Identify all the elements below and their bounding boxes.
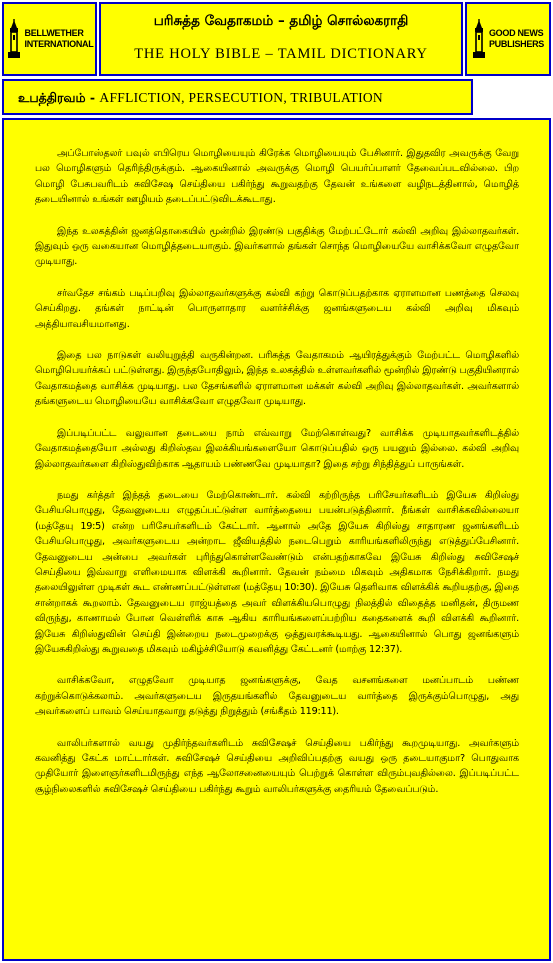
paragraph: நமது கர்த்தர் இந்தத் தடையை மேற்கொண்டார். கல்வி கற்றிருந்த பரிசேயர்களிடம் இயேசு கிறிஸ்து பேசியபொழுது, தேவனுடைய எழுதப்பட்டுள்ள வார்த்தையை பயன்படுத்தினார். நீங்கள் வாசிக்கவில்லையா (மத்தேயு 19:5) என்ற பரிசேயர்களிடம் கேட்டார். ஆனால் அதே இயேசு கிறிஸ்து சாதாரண ஜனங்களிடம் பேசியபொழுது, அவர்களுடைய அன்றாட ஜீவியத்தில் நடைபெறும் காரியங்களிலிருந்து எடுத்துப்பேசினார். தேவனுடைய அன்பை அவர்கள் புரிந்துகொள்ளவேண்டும் என்பதற்காகவே இயேசு கிறிஸ்து சுவிசேஷச் செய்தியை இவ்வாறு எளிமையாக விளக்கி கூறினார். தேவன் நம்மை மிகவும் அதிகமாக நேசிக்கிறார். நமது தலையிலுள்ள முடிகள் கூட எண்ணப்பட்டுள்ளன (மத்தேயு 10:30). இயேசு தெளிவாக விளக்கிக் கூறியதற்கு, இதை சான்றாகக் கூறலாம். தேவனுடைய ராஜ்யத்தை அவர் விளக்கியபொழுது நிலத்தில் விதைத்த மனிதன், திருமண விருந்து, காணாமல் போன வெள்ளிக் காசு ஆகிய காரியங்களைப்பற்றிய கதைகளைக் கூறி விளக்கி கூறினார். இயேசு கிறிஸ்துவின் செய்தி இன்றைய நடைமுறைக்கு ஒத்துவரக்கூடியது. ஆகையினால் பொது ஜனங்களும் இயேசுகிறிஸ்து கூறுவதை மிகவும் மகிழ்ச்சியோடு கவனித்து கேட்டனர் (மாற்கு 12:37).	[35, 489, 519, 655]
paragraph: வாலிபர்களால் வயது முதிர்ந்தவர்களிடம் சுவிசேஷச் செய்தியை பகிர்ந்து கூறமுடியாது. அவர்களும் கவனித்து கேட்க மாட்டார்கள். சுவிசேஷச் செய்தியை அறிவிப்பதற்கு வயது ஒரு தடையாகுமா? பொதுவாக முதியோர் இளைஞர்களிடமிருந்து எந்த ஆலோசனையையும் பெற்றுக் கொள்ள விரும்புவதில்லை. இப்படிப்பட்ட சூழ்நிலைகளில் சுவிசேஷச் செய்தியை பகிர்ந்து கூறும் வாலிபர்களுக்கு தைரியம் தேவைப்படும்.	[35, 737, 519, 795]
paragraph: அப்போஸ்தலர் பவுல் எபிரெய மொழியையும் கிரேக்க மொழியையும் பேசினார். இதுதவிர அவருக்கு வேறு பல மொழிகளும் தெரிந்திருக்கும். ஆகையினால் அவருக்கு மொழி பெயர்ப்பாளர் தேவைப்படவில்லை. பிற மொழி பேசுபவரிடம் சுவிசேஷ செய்தியை பகிர்ந்து கூறுவதற்கு தேவன் உங்களை வழிநடத்தினால், மொழித் தடையினால் உங்கள் ஊழியம் தடைப்பட்டுவிடக்கூடாது.	[35, 148, 519, 206]
paragraph: வாசிக்கவோ, எழுதவோ முடியாத ஜனங்களுக்கு, வேத வசனங்களை மனப்பாடம் பண்ண கற்றுக்கொடுக்கலாம். அவர்களுடைய இருதயங்களில் தேவனுடைய வார்த்தை இருக்கும்பொழுது, அது அவர்களைப் பாவம் செய்யாதவாறு தடுத்து நிறுத்தும் (சங்கீதம் 119:11).	[35, 675, 519, 718]
topic-heading	[18, 90, 383, 107]
topic-tamil: உபத்திரவம்	[18, 90, 86, 105]
topic-banner	[2, 79, 473, 115]
tower-logo-icon	[472, 19, 486, 59]
paragraph: சர்வதேச சங்கம் படிப்பறிவு இல்லாதவர்களுக்கு கல்வி கற்று கொடுப்பதற்காக ஏராளமான பணத்தை செலவு செய்கிறது. தங்கள் நாட்டின் பொருளாதார வளர்ச்சிக்கு ஜனங்களுடைய கல்வி அறிவு மிகவும் அத்தியாவசியமானது.	[35, 287, 519, 330]
paragraph: இந்த உலகத்தின் ஜனத்தொகையில் மூன்றில் இரண்டு பகுதிக்கு மேற்பட்டோர் கல்வி அறிவு இல்லாதவர்கள். இதுவும் ஒரு வகையான மொழித்தடையாகும். இவர்களால் தங்கள் சொந்த மொழியையே வாசிக்கவோ எழுதவோ முடியாது.	[35, 225, 519, 268]
title-banner	[99, 2, 463, 76]
logo-line-2: PUBLISHERS	[488, 39, 544, 49]
good-news-logo	[465, 2, 551, 76]
bellwether-logo	[2, 2, 97, 76]
paragraph: இப்படிப்பட்ட வலுவான தடையை நாம் எவ்வாறு மேற்கொள்வது? வாசிக்க முடியாதவர்களிடத்தில் வேதாகமத்தையோ அல்லது கிறிஸ்தவ இலக்கியங்களையோ கொடுப்பதில் ஒரு பயனும் இல்லை. கல்வி அறிவு இல்லாதவர்களை கிறிஸ்துவிற்காக ஆதாயம் பண்ணவே முடியாதா? இதை சற்று சிந்தித்துப் பாருங்கள்.	[35, 427, 519, 470]
tower-logo-icon	[6, 19, 22, 59]
bellwether-logo-text	[25, 28, 94, 50]
logo-line-1: BELLWETHER	[24, 28, 84, 38]
article-body	[2, 118, 551, 961]
title-english: THE HOLY BIBLE – TAMIL DICTIONARY	[134, 46, 428, 62]
article-content	[35, 146, 519, 813]
logo-line-2: INTERNATIONAL	[24, 39, 94, 49]
topic-separator: -	[85, 90, 100, 105]
title-tamil: பரிசுத்த வேதாகமம் – தமிழ் சொல்லகராதி	[153, 13, 409, 29]
paragraph: இதை பல நாடுகள் வலியுறுத்தி வருகின்றன. பரிசுத்த வேதாகமம் ஆயிரத்துக்கும் மேற்பட்ட மொழிகளில் மொழிபெயர்க்கப் பட்டுள்ளது. இருந்தபோதிலும், இந்த உலகத்தில் உள்ளவர்களில் மூன்றில் இரண்டு பகுதியினரால் வேதாகமத்தை வாசிக்க முடியாது. பல தேசங்களில் ஏராளமான மக்கள் கல்வி அறிவு இல்லாதவர்கள். அவர்களால் தங்களுடைய மொழியையே வாசிக்கவோ எழுதவோ முடியாது.	[35, 350, 519, 408]
good-news-logo-text	[489, 28, 544, 50]
logo-line-1: GOOD NEWS	[488, 28, 544, 38]
topic-english: AFFLICTION, PERSECUTION, TRIBULATION	[99, 90, 383, 105]
